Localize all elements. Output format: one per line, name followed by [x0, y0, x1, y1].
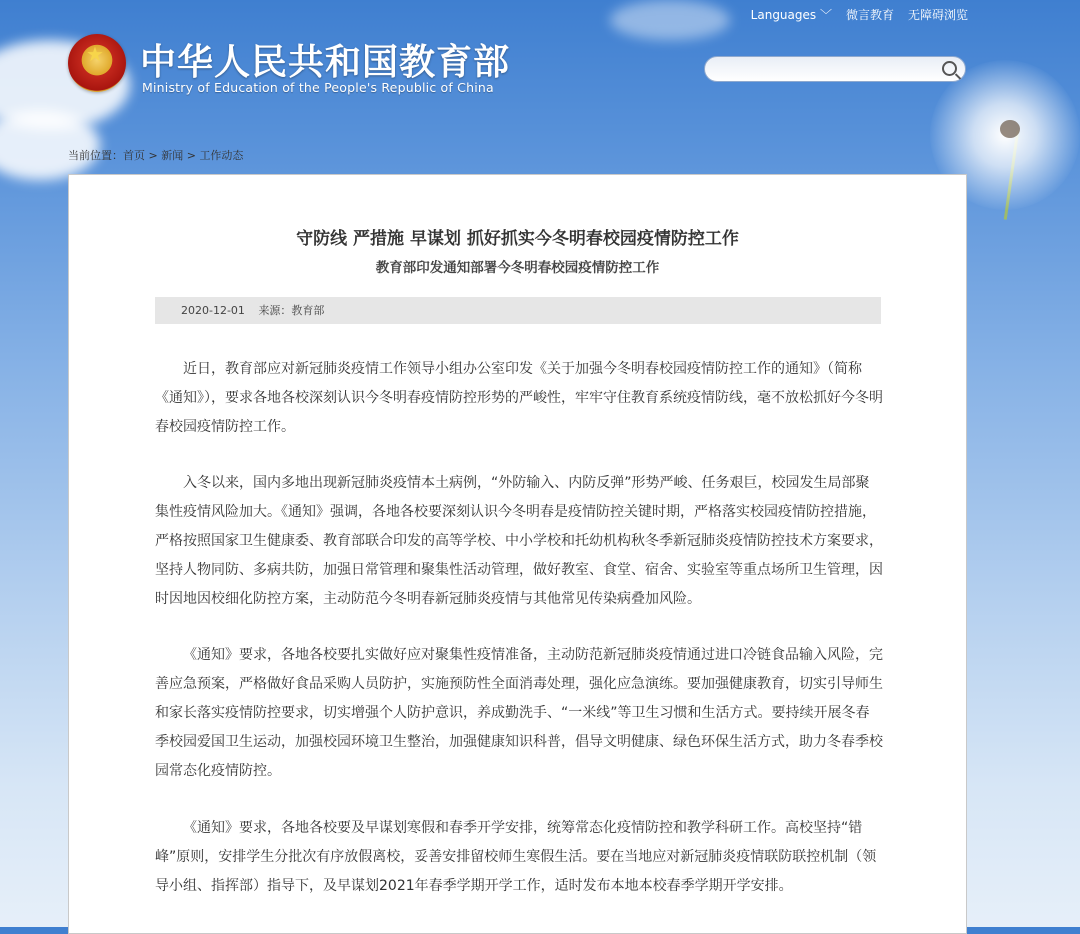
article-title: 守防线 严措施 早谋划 抓好抓实今冬明春校园疫情防控工作 [296, 229, 739, 249]
article-container [68, 174, 967, 934]
site-title-en: Ministry of Education of the People's Republic of China [142, 80, 494, 95]
search-box [704, 56, 966, 82]
article-subtitle: 教育部印发通知部署今冬明春校园疫情防控工作 [375, 260, 660, 276]
article-source: 来源：教育部 [258, 304, 325, 317]
search-input[interactable] [717, 57, 941, 81]
article-date: 2020-12-01 [181, 304, 245, 317]
article-meta-bar [155, 297, 881, 324]
breadcrumb-work-updates[interactable]: 工作动态 [199, 149, 244, 162]
top-links [751, 6, 968, 23]
national-emblem-icon: ★ [68, 34, 126, 92]
breadcrumb [68, 147, 243, 163]
article-paragraph: 入冬以来，国内多地出现新冠肺炎疫情本土病例，“外防输入、内防反弹”形势严峻、任务艰巨，校园发生局部聚集性疫情风险加大。《通知》强调，各地各校要深刻认识今冬明春是疫情防控关键时期，严格落实校园疫情防控措施，严格按照国家卫生健康委、教育部联合印发的高等学校、中小学校和托幼机构秋冬季新冠肺炎疫情防控技术方案要求，坚持人物同防、多病共防，加强日常管理和聚集性活动管理，做好教室、食堂、宿舍、实验室等重点场所卫生管理，因时因地因校细化防控方案，主动防范今冬明春新冠肺炎疫情与其他常见传染病叠加风险。 [155, 475, 883, 607]
breadcrumb-news[interactable]: 新闻 [161, 149, 184, 162]
breadcrumb-separator: > [145, 149, 162, 162]
breadcrumb-home[interactable]: 首页 [123, 149, 145, 162]
breadcrumb-separator: > [183, 149, 200, 162]
article-paragraph: 近日，教育部应对新冠肺炎疫情工作领导小组办公室印发《关于加强今冬明春校园疫情防控工作的通知》（简称《通知》），要求各地各校深刻认识今冬明春疫情防控形势的严峻性，牢牢守住教育系统疫情防线，毫不放松抓好今冬明春校园疫情防控工作。 [155, 361, 883, 435]
breadcrumb-prefix: 当前位置： [68, 149, 123, 162]
accessibility-link[interactable]: 无障碍浏览 [907, 8, 968, 22]
languages-link[interactable]: Languages ﹀ [750, 8, 832, 22]
weiyan-education-link[interactable]: 微言教育 [845, 8, 894, 22]
article-paragraph: 《通知》要求，各地各校要及早谋划寒假和春季开学安排，统筹常态化疫情防控和教学科研工作。高校坚持“错峰”原则，安排学生分批次有序放假离校，妥善安排留校师生寒假生活。要在当地应对新冠肺炎疫情联防联控机制（领导小组、指挥部）指导下，及早谋划2021年春季学期开学工作，适时发布本地本校春季学期开学安排。 [155, 820, 877, 894]
search-icon[interactable] [942, 61, 957, 76]
cloud-decoration [610, 0, 730, 40]
site-title-cn: 中华人民共和国教育部 [140, 42, 511, 83]
article-paragraph: 《通知》要求，各地各校要扎实做好应对聚集性疫情准备，主动防范新冠肺炎疫情通过进口冷链食品输入风险，完善应急预案，严格做好食品采购人员防护，实施预防性全面消毒处理，强化应急演练。要加强健康教育，切实引导师生和家长落实疫情防控要求，切实增强个人防护意识，养成勤洗手、“一米线”等卫生习惯和生活方式。要持续开展冬春季校园爱国卫生运动，加强校园环境卫生整治，加强健康知识科普，倡导文明健康、绿色环保生活方式，助力冬春季校园常态化疫情防控。 [155, 647, 883, 779]
